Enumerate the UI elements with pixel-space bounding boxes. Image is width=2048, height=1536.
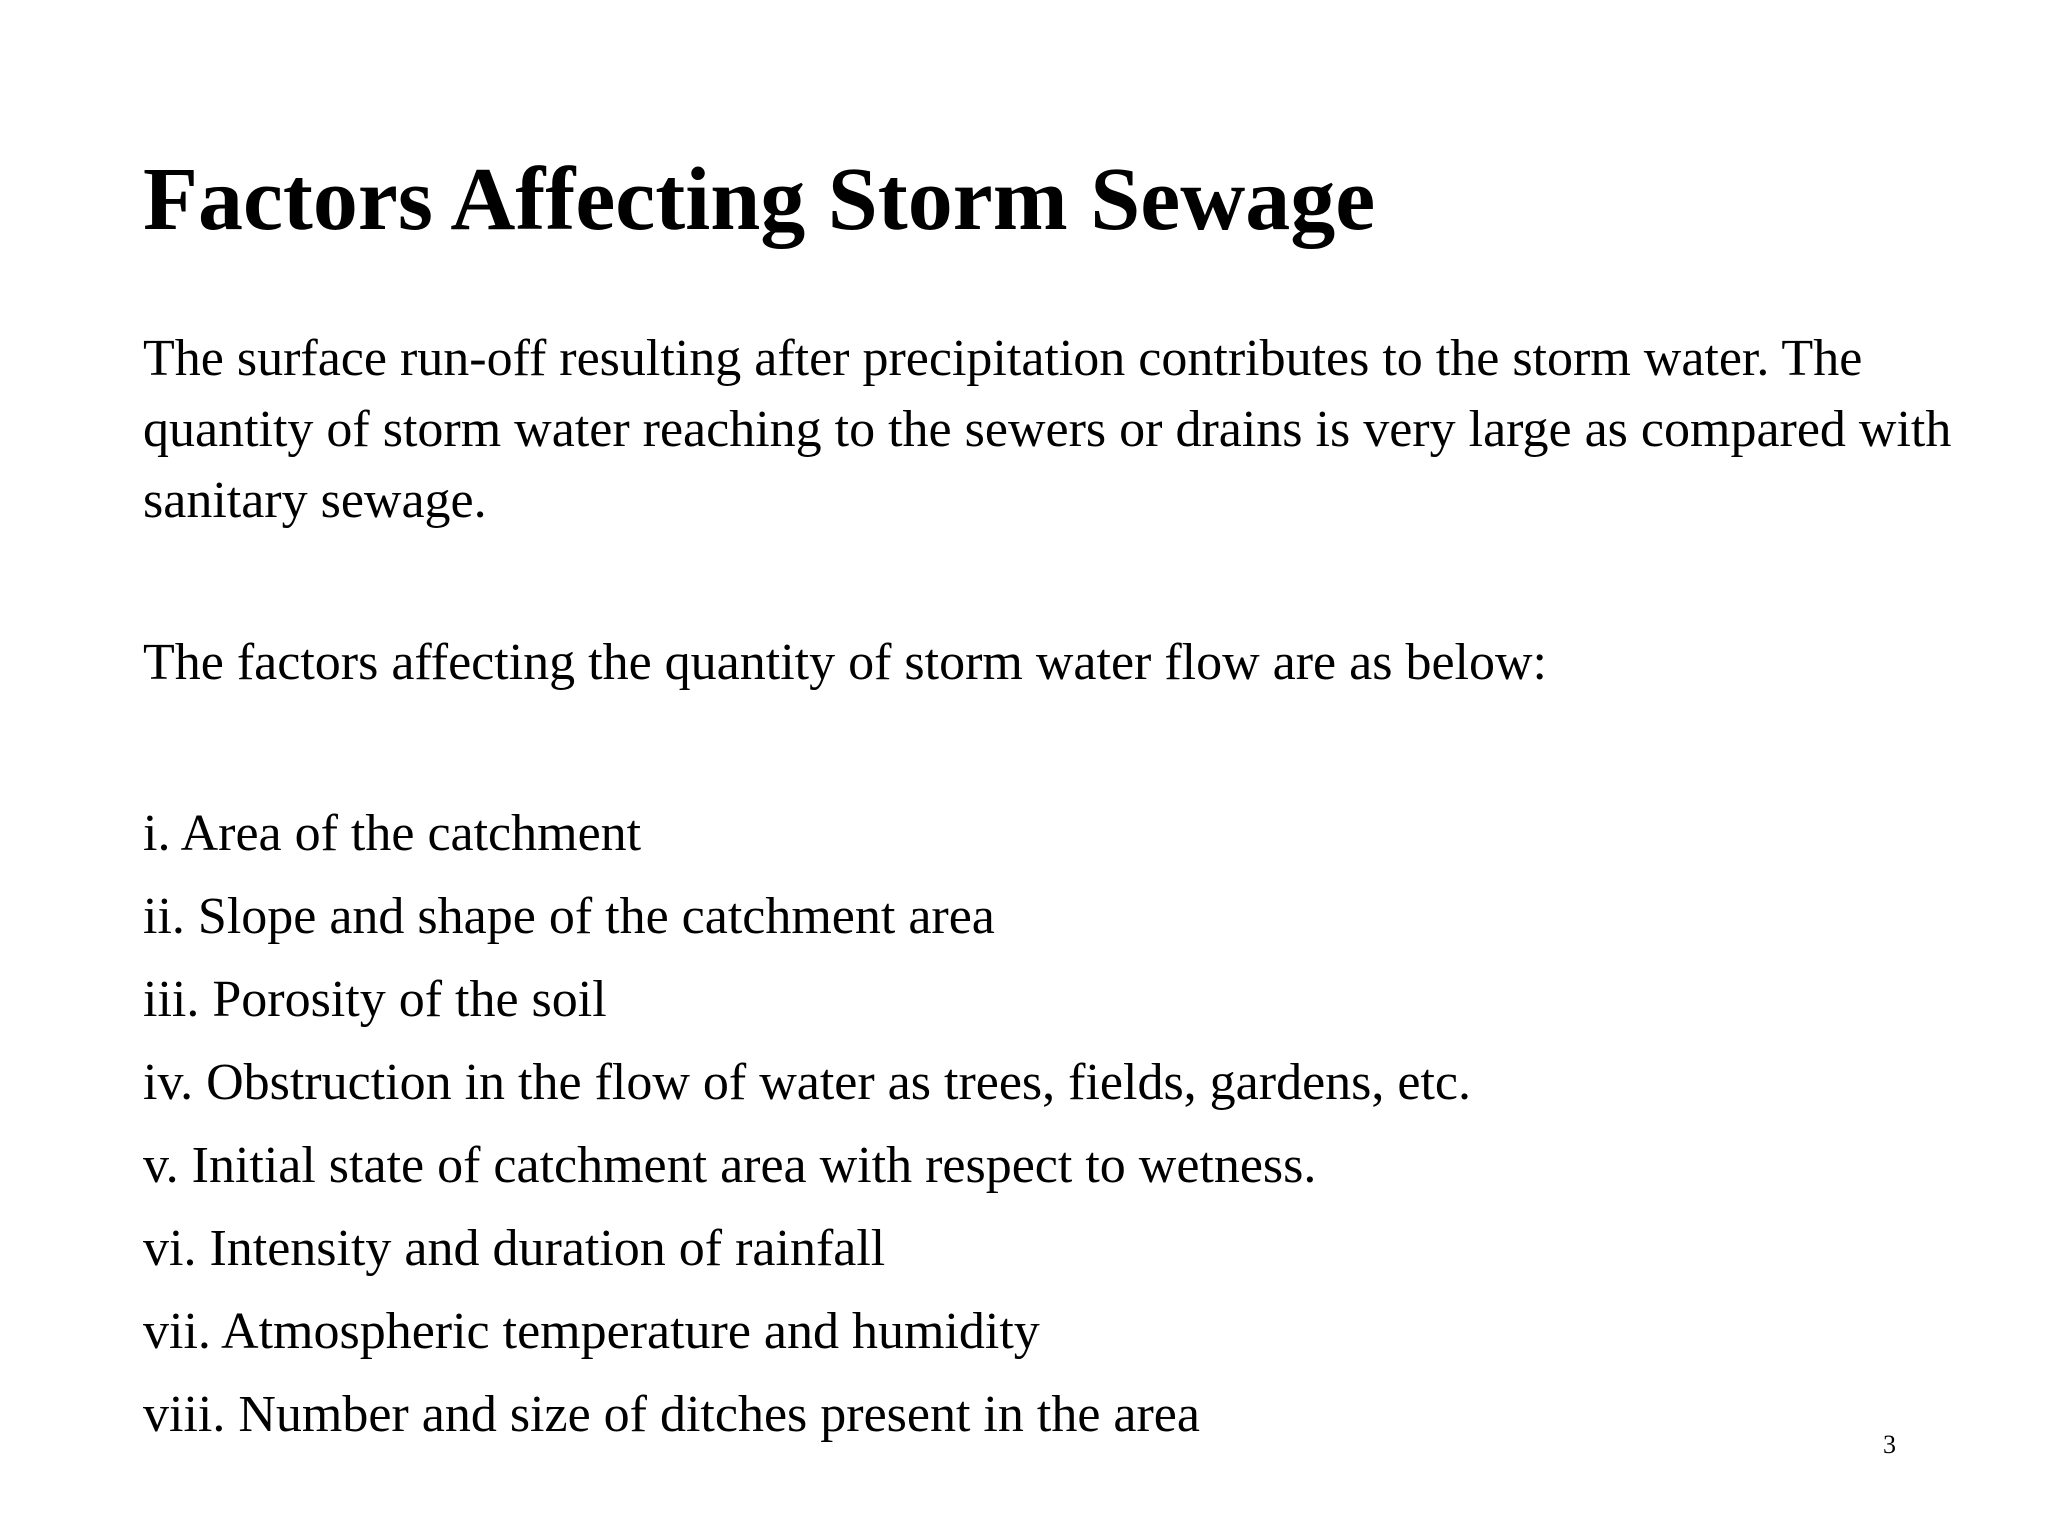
factor-item-slope-shape: ii. Slope and shape of the catchment area: [143, 888, 995, 945]
factor-item-rainfall: vi. Intensity and duration of rainfall: [143, 1220, 886, 1277]
factor-item-porosity: iii. Porosity of the soil: [143, 971, 607, 1028]
page-number: 3: [1883, 1430, 1896, 1459]
factors-lead-in: The factors affecting the quantity of storm water flow are as below:: [143, 634, 1547, 691]
factor-item-initial-state: v. Initial state of catchment area with respect to wetness.: [143, 1137, 1317, 1194]
factor-item-temperature-humidity: vii. Atmospheric temperature and humidity: [143, 1303, 1040, 1360]
slide-title: Factors Affecting Storm Sewage: [143, 150, 1376, 249]
factor-item-area: i. Area of the catchment: [143, 805, 642, 862]
factor-list: [143, 792, 1471, 1456]
intro-paragraph: The surface run-off resulting after precipitation contributes to the storm water. The quantity of storm water reaching to the sewers or drains is very large as compared with sanitary sewage.: [143, 330, 1952, 529]
factor-item-obstruction: iv. Obstruction in the flow of water as trees, fields, gardens, etc.: [143, 1054, 1472, 1111]
factor-item-ditches: viii. Number and size of ditches present in the area: [143, 1386, 1200, 1443]
